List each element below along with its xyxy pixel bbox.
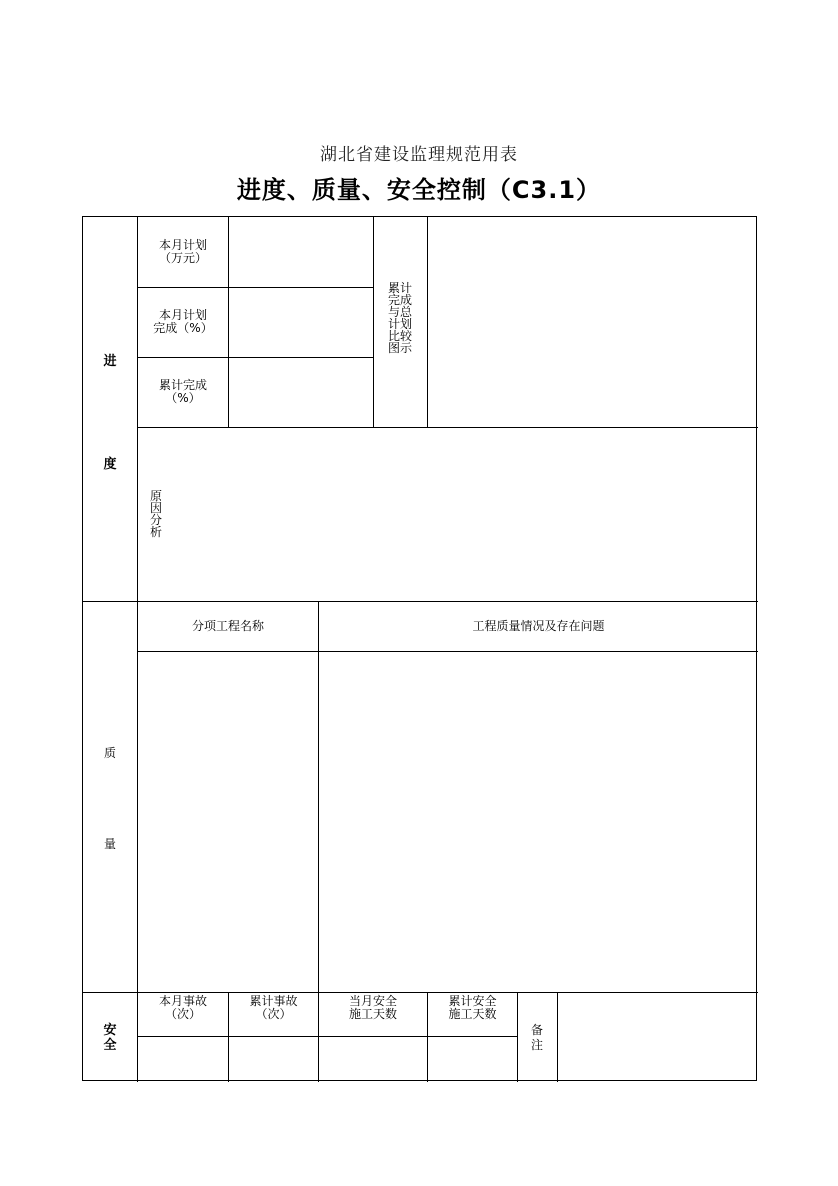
monthly-plan-completion-label: 本月计划 完成（%） (153, 308, 213, 335)
monthly-safe-days-value[interactable] (319, 1037, 427, 1082)
quality-side-label-1: 质 (103, 746, 116, 760)
monthly-plan-completion-value[interactable] (229, 288, 373, 357)
cumulative-safe-days-header: 累计安全 施工天数 (448, 994, 497, 1021)
form-title: 进度、质量、安全控制（C3.1） (236, 176, 602, 204)
subitem-name-value[interactable] (138, 652, 318, 992)
control-form-table (82, 216, 757, 1081)
remarks-value[interactable] (558, 993, 758, 1082)
safety-side-label: 安全 (103, 1023, 117, 1053)
quality-issues-value[interactable] (319, 652, 758, 992)
monthly-plan-value[interactable] (229, 217, 373, 287)
cumulative-completion-value[interactable] (229, 358, 373, 427)
remarks-label: 备注 (530, 1023, 543, 1052)
subitem-name-header: 分项工程名称 (191, 619, 264, 633)
cumulative-safe-days-value[interactable] (428, 1037, 517, 1082)
monthly-plan-label: 本月计划 （万元） (158, 238, 207, 265)
cumulative-accidents-header: 累计事故 （次） (249, 994, 298, 1021)
form-subtitle: 湖北省建设监理规范用表 (320, 145, 518, 165)
comparison-chart-area[interactable] (428, 217, 758, 427)
divider-safety-col-4 (517, 992, 518, 1082)
cumulative-accidents-value[interactable] (229, 1037, 318, 1082)
quality-side-label-2: 量 (103, 837, 116, 851)
quality-issues-header: 工程质量情况及存在问题 (472, 619, 605, 633)
progress-side-label-2: 度 (103, 457, 117, 472)
cumulative-completion-label: 累计完成 （%） (158, 378, 207, 405)
monthly-accidents-value[interactable] (138, 1037, 228, 1082)
reason-analysis-area[interactable] (173, 428, 758, 601)
comparison-chart-label: 累计完成与总计划比较图示 (387, 281, 412, 355)
reason-analysis-label: 原因分析 (149, 489, 162, 539)
monthly-accidents-header: 本月事故 （次） (158, 994, 207, 1021)
divider-plan-chart-label (373, 217, 374, 427)
monthly-safe-days-header: 当月安全 施工天数 (348, 994, 397, 1021)
progress-side-label-1: 进 (103, 354, 117, 369)
